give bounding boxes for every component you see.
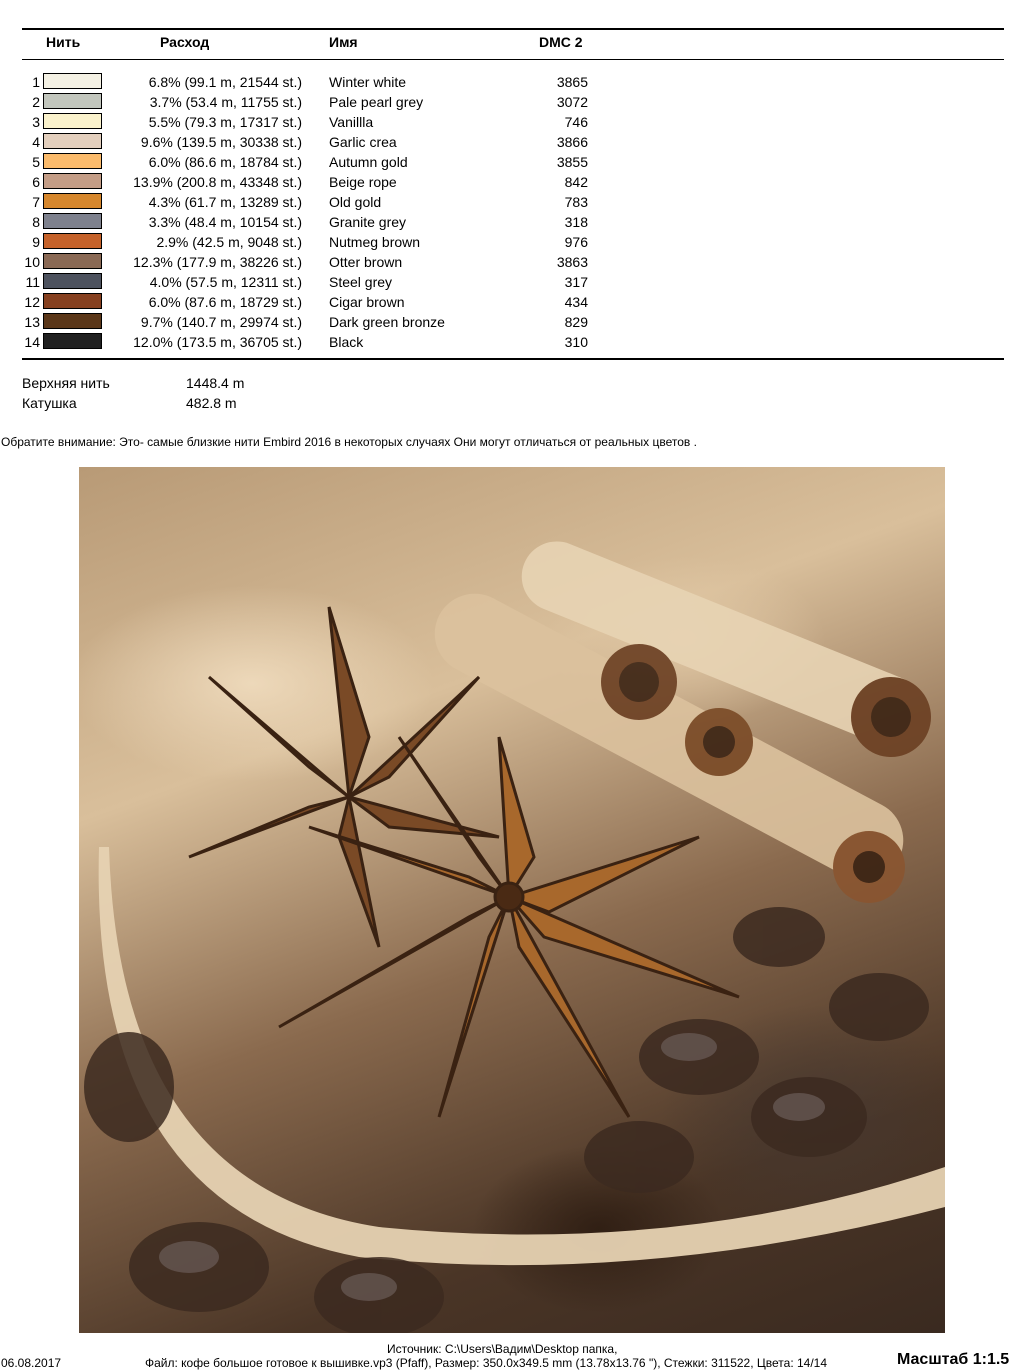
thread-number: 13: [24, 314, 40, 330]
color-swatch: [43, 173, 102, 189]
bobbin-value: 482.8 m: [186, 395, 237, 411]
thread-name: Dark green bronze: [329, 314, 445, 330]
thread-row: [0, 132, 1024, 152]
thread-dmc-code: 317: [564, 274, 588, 290]
color-swatch: [43, 293, 102, 309]
thread-usage: 6.0% (86.6 m, 18784 st.): [148, 154, 302, 170]
color-swatch: [43, 233, 102, 249]
thread-name: Granite grey: [329, 214, 407, 230]
thread-name: Nutmeg brown: [329, 234, 421, 250]
thread-dmc-code: 3072: [556, 94, 588, 110]
thread-usage: 6.0% (87.6 m, 18729 st.): [148, 294, 302, 310]
thread-dmc-code: 3865: [556, 74, 588, 90]
thread-dmc-code: 310: [564, 334, 588, 350]
header-thread: Нить: [46, 34, 81, 50]
thread-usage: 6.8% (99.1 m, 21544 st.): [148, 74, 302, 90]
color-swatch: [43, 113, 102, 129]
thread-usage: 12.0% (173.5 m, 36705 st.): [133, 334, 302, 350]
embroidery-design-preview: [79, 467, 945, 1333]
thread-dmc-code: 746: [564, 114, 588, 130]
thread-number: 9: [32, 234, 40, 250]
thread-name: Steel grey: [329, 274, 393, 290]
thread-name: Black: [329, 334, 364, 350]
thread-usage: 4.3% (61.7 m, 13289 st.): [148, 194, 302, 210]
header-name: Имя: [329, 34, 358, 50]
thread-row: [0, 292, 1024, 312]
color-swatch: [43, 153, 102, 169]
thread-usage: 9.6% (139.5 m, 30338 st.): [140, 134, 302, 150]
thread-number: 14: [24, 334, 40, 350]
thread-number: 3: [32, 114, 40, 130]
thread-usage: 4.0% (57.5 m, 12311 st.): [149, 274, 302, 290]
thread-number: 5: [32, 154, 40, 170]
thread-row: [0, 172, 1024, 192]
thread-number: 10: [24, 254, 40, 270]
thread-row: [0, 312, 1024, 332]
thread-row: [0, 112, 1024, 132]
thread-name: Garlic crea: [329, 134, 397, 150]
footer-source: Источник: C:\Users\Вадим\Desktop папка,: [387, 1342, 618, 1356]
thread-usage: 2.9% (42.5 m, 9048 st.): [156, 234, 302, 250]
thread-row: [0, 212, 1024, 232]
color-swatch: [43, 213, 102, 229]
thread-usage: 13.9% (200.8 m, 43348 st.): [133, 174, 302, 190]
thread-dmc-code: 829: [564, 314, 588, 330]
thread-dmc-code: 3855: [556, 154, 588, 170]
table-header-rule: [22, 59, 1004, 60]
thread-dmc-code: 842: [564, 174, 588, 190]
thread-name: Vanillla: [329, 114, 374, 130]
thread-name: Old gold: [329, 194, 382, 210]
thread-row: [0, 152, 1024, 172]
thread-usage: 3.3% (48.4 m, 10154 st.): [148, 214, 302, 230]
thread-number: 1: [32, 74, 40, 90]
header-usage: Расход: [160, 34, 210, 50]
thread-dmc-code: 976: [564, 234, 588, 250]
thread-number: 4: [32, 134, 40, 150]
thread-dmc-code: 3863: [556, 254, 588, 270]
thread-row: [0, 192, 1024, 212]
thread-number: 7: [32, 194, 40, 210]
table-top-rule: [22, 28, 1004, 30]
thread-number: 2: [32, 94, 40, 110]
thread-dmc-code: 434: [564, 294, 588, 310]
thread-number: 12: [24, 294, 40, 310]
color-note: Обратите внимание: Это- самые близкие нити Embird 2016 в некоторых случаях Они могут отличаться от реальных цветов .: [1, 435, 697, 449]
thread-dmc-code: 783: [564, 194, 588, 210]
footer-date: 06.08.2017: [1, 1356, 62, 1370]
thread-row: [0, 72, 1024, 92]
bobbin-label: Катушка: [22, 395, 77, 411]
thread-number: 8: [32, 214, 40, 230]
thread-usage: 12.3% (177.9 m, 38226 st.): [133, 254, 302, 270]
thread-row: [0, 92, 1024, 112]
color-swatch: [43, 133, 102, 149]
color-swatch: [43, 273, 102, 289]
thread-usage: 3.7% (53.4 m, 11755 st.): [149, 94, 302, 110]
footer-file-info: Файл: кофе большое готовое к вышивке.vp3 (Pfaff), Размер: 350.0x349.5 mm (13.78x13.76 "), Стежки: 311522, Цвета: 14/14: [145, 1356, 828, 1370]
footer-scale: Масштаб 1:1.5: [897, 1351, 1010, 1368]
design-illustration: [79, 467, 945, 1333]
thread-name: Beige rope: [329, 174, 397, 190]
thread-row: [0, 272, 1024, 292]
thread-number: 11: [25, 274, 40, 290]
color-swatch: [43, 313, 102, 329]
thread-number: 6: [32, 174, 40, 190]
thread-name: Otter brown: [329, 254, 403, 270]
top-thread-value: 1448.4 m: [186, 375, 245, 391]
thread-dmc-code: 318: [564, 214, 588, 230]
thread-name: Pale pearl grey: [329, 94, 424, 110]
color-swatch: [43, 253, 102, 269]
thread-row: [0, 232, 1024, 252]
thread-name: Winter white: [329, 74, 407, 90]
top-thread-label: Верхняя нить: [22, 375, 110, 391]
thread-name: Cigar brown: [329, 294, 405, 310]
thread-usage: 9.7% (140.7 m, 29974 st.): [140, 314, 302, 330]
color-swatch: [43, 93, 102, 109]
thread-usage: 5.5% (79.3 m, 17317 st.): [148, 114, 302, 130]
color-swatch: [43, 73, 102, 89]
thread-row: [0, 332, 1024, 352]
table-bottom-rule: [22, 358, 1004, 360]
color-swatch: [43, 193, 102, 209]
thread-row: [0, 252, 1024, 272]
header-dmc: DMC 2: [539, 34, 583, 50]
thread-name: Autumn gold: [329, 154, 408, 170]
color-swatch: [43, 333, 102, 349]
thread-dmc-code: 3866: [556, 134, 588, 150]
